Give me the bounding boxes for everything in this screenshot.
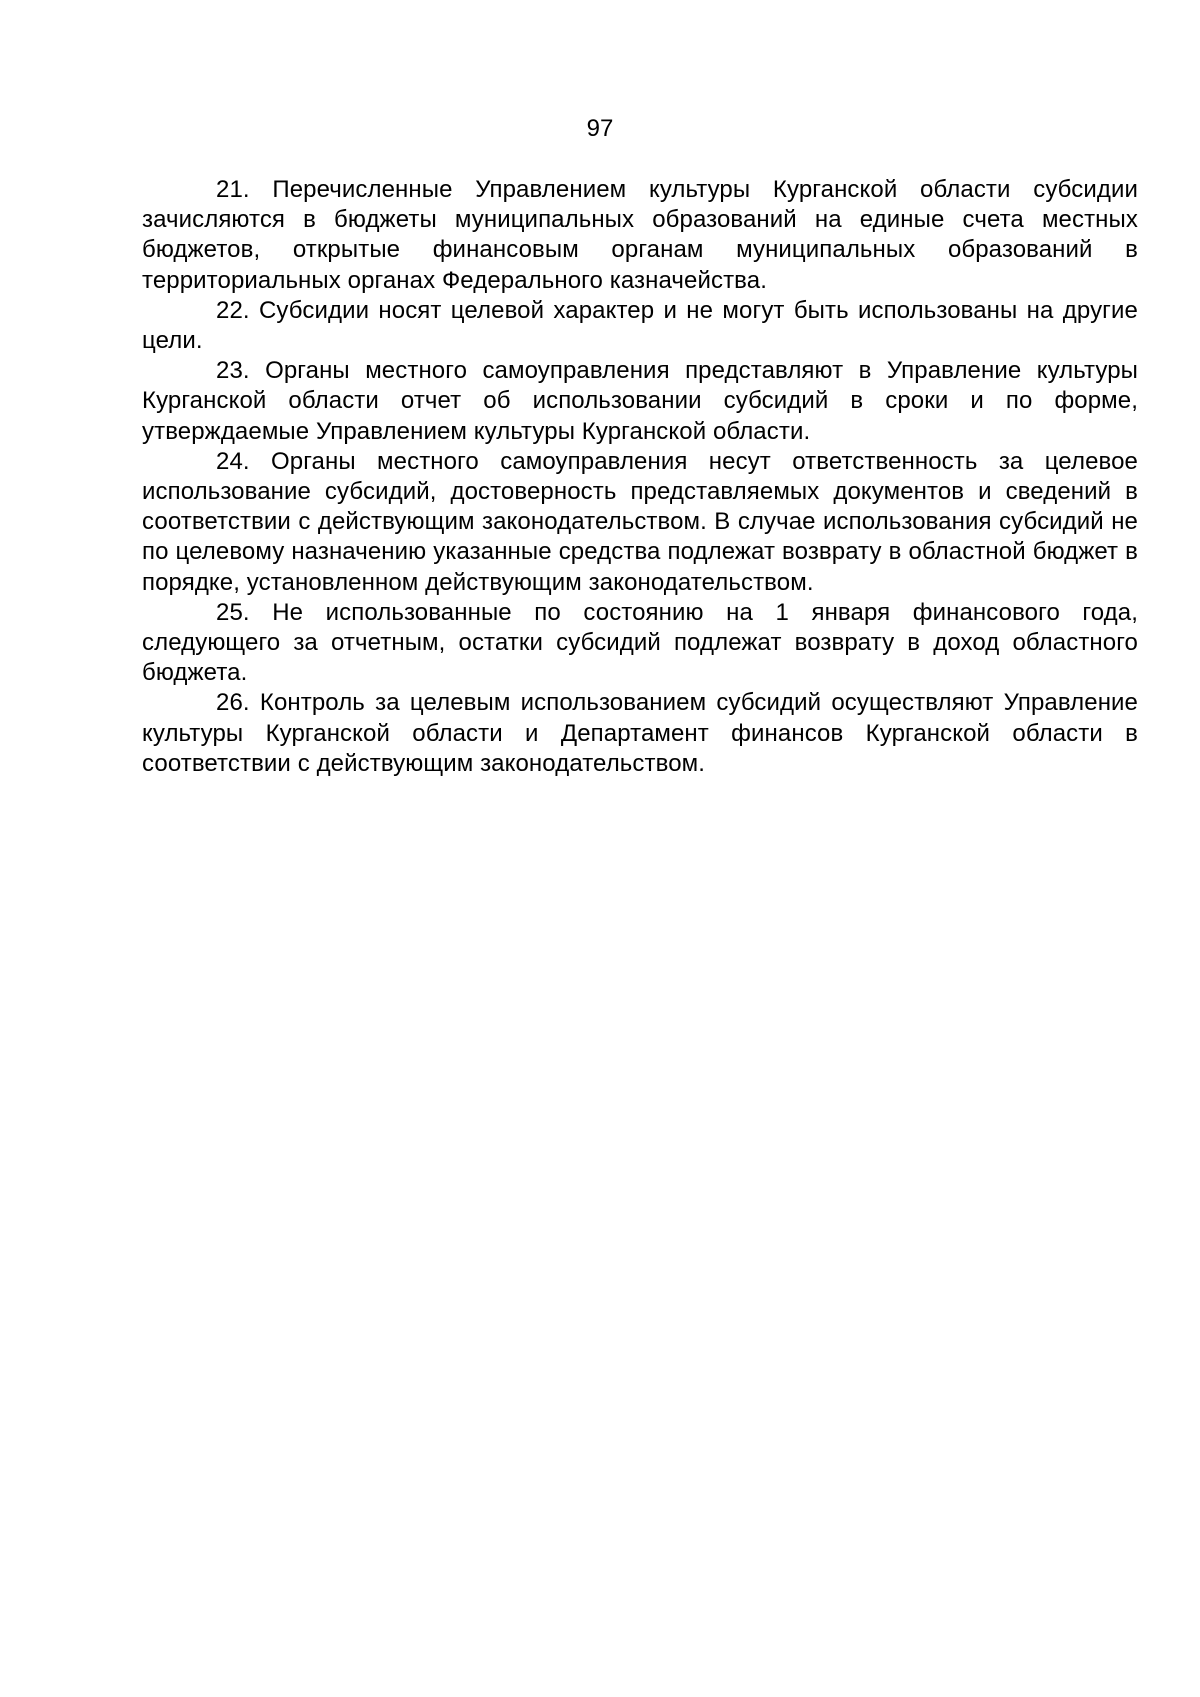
paragraph-22: 22. Субсидии носят целевой характер и не могут быть использованы на другие цели. bbox=[142, 296, 1138, 355]
paragraph-21: 21. Перечисленные Управлением культуры Курганской области субсидии зачисляются в бюджеты муниципальных образований на единые счета местных бюджетов, открытые финансовым органам муниципальных образований в территориальных органах Федерального казначейства. bbox=[142, 176, 1138, 294]
document-body bbox=[142, 175, 1138, 779]
paragraph-26: 26. Контроль за целевым использованием субсидий осуществляют Управление культуры Курганской области и Департамент финансов Курганской области в соответствии с действующим законодательством. bbox=[142, 689, 1138, 777]
paragraph-24: 24. Органы местного самоуправления несут ответственность за целевое использование субсидий, достоверность представляемых документов и сведений в соответствии с действующим законодательством. В случае использования субсидий не по целевому назначению указанные средства подлежат возврату в областной бюджет в порядке, установленном действующим законодательством. bbox=[142, 447, 1138, 596]
page-number: 97 bbox=[586, 115, 614, 142]
paragraph-23: 23. Органы местного самоуправления представляют в Управление культуры Курганской области отчет об использовании субсидий в сроки и по форме, утверждаемые Управлением культуры Курганской области. bbox=[142, 357, 1138, 445]
paragraph-25: 25. Не использованные по состоянию на 1 января финансового года, следующего за отчетным, остатки субсидий подлежат возврату в доход областного бюджета. bbox=[142, 598, 1138, 687]
